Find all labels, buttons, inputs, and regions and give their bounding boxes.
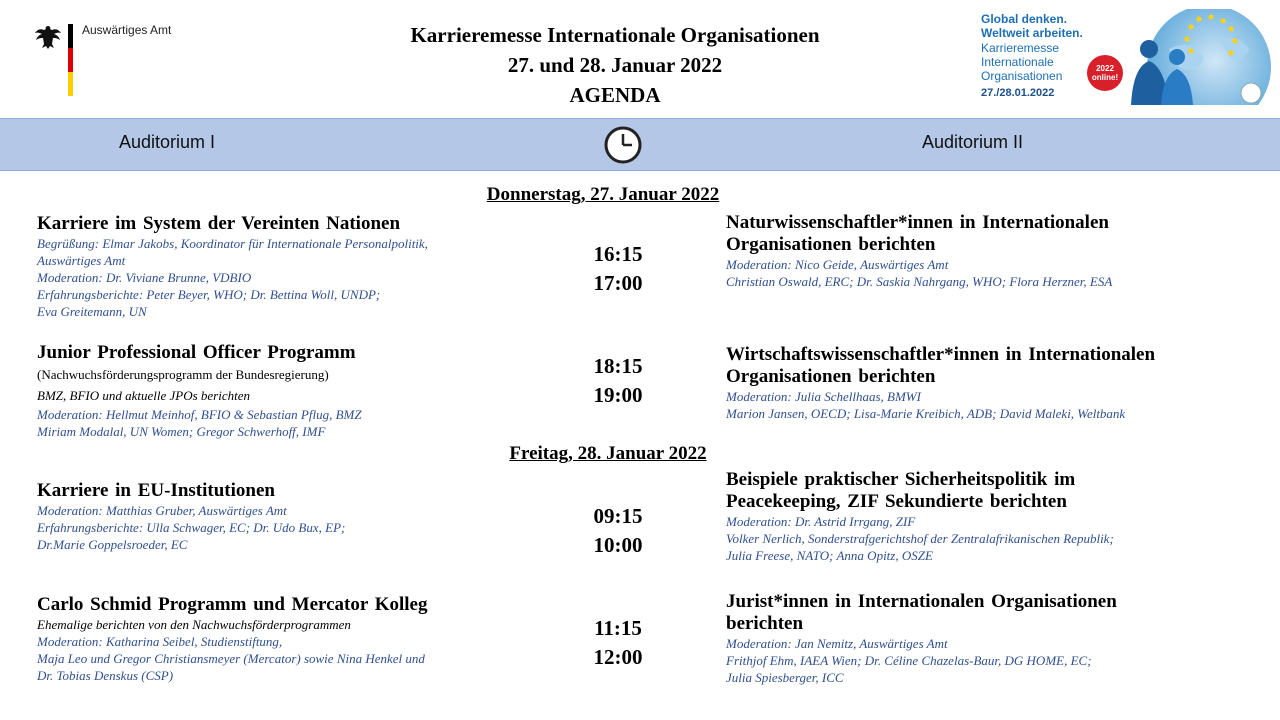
- session-detail: Frithjof Ehm, IAEA Wien; Dr. Céline Chazelas-Baur, DG HOME, EC;: [726, 653, 1092, 668]
- eagle-emblem-icon: [34, 24, 62, 50]
- session-detail: Moderation: Jan Nemitz, Auswärtiges Amt: [726, 636, 948, 651]
- session-jpo: [37, 342, 507, 440]
- session-jurists: [726, 591, 1246, 686]
- event-logo: [979, 9, 1271, 105]
- german-flag-bar: [68, 24, 73, 96]
- session-detail: Erfahrungsberichte: Peter Beyer, WHO; Dr. Bettina Woll, UNDP;: [37, 287, 381, 302]
- title-line-3: AGENDA: [569, 83, 661, 107]
- day-header-friday: Freitag, 28. Januar 2022: [509, 443, 707, 464]
- session-detail: Moderation: Nico Geide, Auswärtiges Amt: [726, 257, 949, 272]
- session-detail: Begrüßung: Elmar Jakobs, Koordinator für Internationale Personalpolitik,: [37, 236, 428, 251]
- session-intro: Ehemalige berichten von den Nachwuchsförderprogrammen: [37, 617, 351, 632]
- session-title: Peacekeeping, ZIF Sekundierte berichten: [726, 491, 1067, 512]
- start-time: 16:15: [593, 242, 643, 266]
- start-time: 18:15: [593, 354, 643, 378]
- session-title: berichten: [726, 613, 804, 634]
- auditorium-2-label: Auditorium II: [922, 132, 1024, 152]
- session-title: Junior Professional Officer Programm: [37, 342, 356, 363]
- end-time: 12:00: [593, 645, 643, 669]
- session-title: Karriere im System der Vereinten Nationen: [37, 213, 401, 234]
- session-title: Karriere in EU-Institutionen: [37, 480, 275, 501]
- session-detail: Auswärtiges Amt: [37, 253, 126, 268]
- auditorium-1-label: Auditorium I: [119, 132, 216, 152]
- session-eu-institutions: [37, 480, 507, 553]
- logo-event-name: Karrieremesse Internationale Organisationen: [981, 41, 1063, 83]
- session-detail: Julia Spiesberger, ICC: [726, 670, 844, 685]
- start-time: 09:15: [593, 504, 643, 528]
- org-name: Auswärtiges Amt: [82, 23, 172, 37]
- session-detail: Moderation: Julia Schellhaas, BMWI: [726, 389, 921, 404]
- time-slot: [573, 614, 663, 672]
- session-detail: Moderation: Dr. Astrid Irrgang, ZIF: [726, 514, 916, 529]
- session-detail: Marion Jansen, OECD; Lisa-Marie Kreibich, ADB; David Maleki, Weltbank: [726, 406, 1126, 421]
- session-natural-sciences: [726, 212, 1246, 290]
- session-economics: [726, 344, 1246, 422]
- session-detail: Julia Freese, NATO; Anna Opitz, OSZE: [726, 548, 933, 563]
- session-detail: Miriam Modalal, UN Women; Gregor Schwerhoff, IMF: [37, 424, 326, 439]
- session-detail: Erfahrungsberichte: Ulla Schwager, EC; Dr. Udo Bux, EP;: [37, 520, 346, 535]
- page-title: [330, 20, 900, 110]
- session-detail: Moderation: Matthias Gruber, Auswärtiges Amt: [37, 503, 287, 518]
- session-detail: Moderation: Dr. Viviane Brunne, VDBIO: [37, 270, 252, 285]
- day-header-thursday: Donnerstag, 27. Januar 2022: [486, 184, 720, 205]
- session-detail: Maja Leo und Gregor Christiansmeyer (Mercator) sowie Nina Henkel und: [37, 651, 425, 666]
- title-line-1: Karrieremesse Internationale Organisationen: [410, 23, 820, 47]
- session-title: Jurist*innen in Internationalen Organisationen: [726, 591, 1117, 612]
- session-intro: BMZ, BFIO und aktuelle JPOs berichten: [37, 388, 250, 403]
- session-title: Carlo Schmid Programm und Mercator Kolleg: [37, 594, 428, 615]
- session-detail: Dr.Marie Goppelsroeder, EC: [37, 537, 188, 552]
- session-detail: Moderation: Hellmut Meinhof, BFIO & Sebastian Pflug, BMZ: [37, 407, 362, 422]
- session-detail: Dr. Tobias Denskus (CSP): [37, 668, 174, 683]
- session-carlo-schmid-mercator: [37, 594, 507, 684]
- online-badge: 2022 online!: [1087, 55, 1123, 91]
- globe-people-graphic: [1099, 9, 1271, 105]
- session-detail: Eva Greitemann, UN: [37, 304, 147, 319]
- title-line-2: 27. und 28. Januar 2022: [507, 53, 723, 77]
- session-title: Naturwissenschaftler*innen in Internationalen: [726, 212, 1109, 233]
- session-detail: Volker Nerlich, Sonderstrafgerichtshof der Zentralafrikanischen Republik;: [726, 531, 1114, 546]
- end-time: 19:00: [593, 383, 643, 407]
- session-title: Beispiele praktischer Sicherheitspolitik im: [726, 469, 1076, 490]
- time-slot: [573, 240, 663, 298]
- session-title: Organisationen berichten: [726, 366, 936, 387]
- end-time: 17:00: [593, 271, 643, 295]
- session-title: Wirtschaftswissenschaftler*innen in Internationalen: [726, 344, 1156, 365]
- session-detail: Moderation: Katharina Seibel, Studienstiftung,: [37, 634, 283, 649]
- end-time: 10:00: [593, 533, 643, 557]
- session-detail: Christian Oswald, ERC; Dr. Saskia Nahrgang, WHO; Flora Herzner, ESA: [726, 274, 1113, 289]
- session-un-career: [37, 213, 507, 320]
- logo-slogan: Global denken. Weltweit arbeiten.: [981, 12, 1083, 40]
- time-slot: [573, 352, 663, 410]
- clock-icon: [604, 126, 642, 164]
- session-title: Organisationen berichten: [726, 234, 936, 255]
- start-time: 11:15: [594, 616, 642, 640]
- logo-dates: 27./28.01.2022: [981, 87, 1055, 99]
- time-slot: [573, 502, 663, 560]
- session-subtitle: (Nachwuchsförderungsprogramm der Bundesregierung): [37, 367, 329, 382]
- session-peacekeeping: [726, 469, 1246, 564]
